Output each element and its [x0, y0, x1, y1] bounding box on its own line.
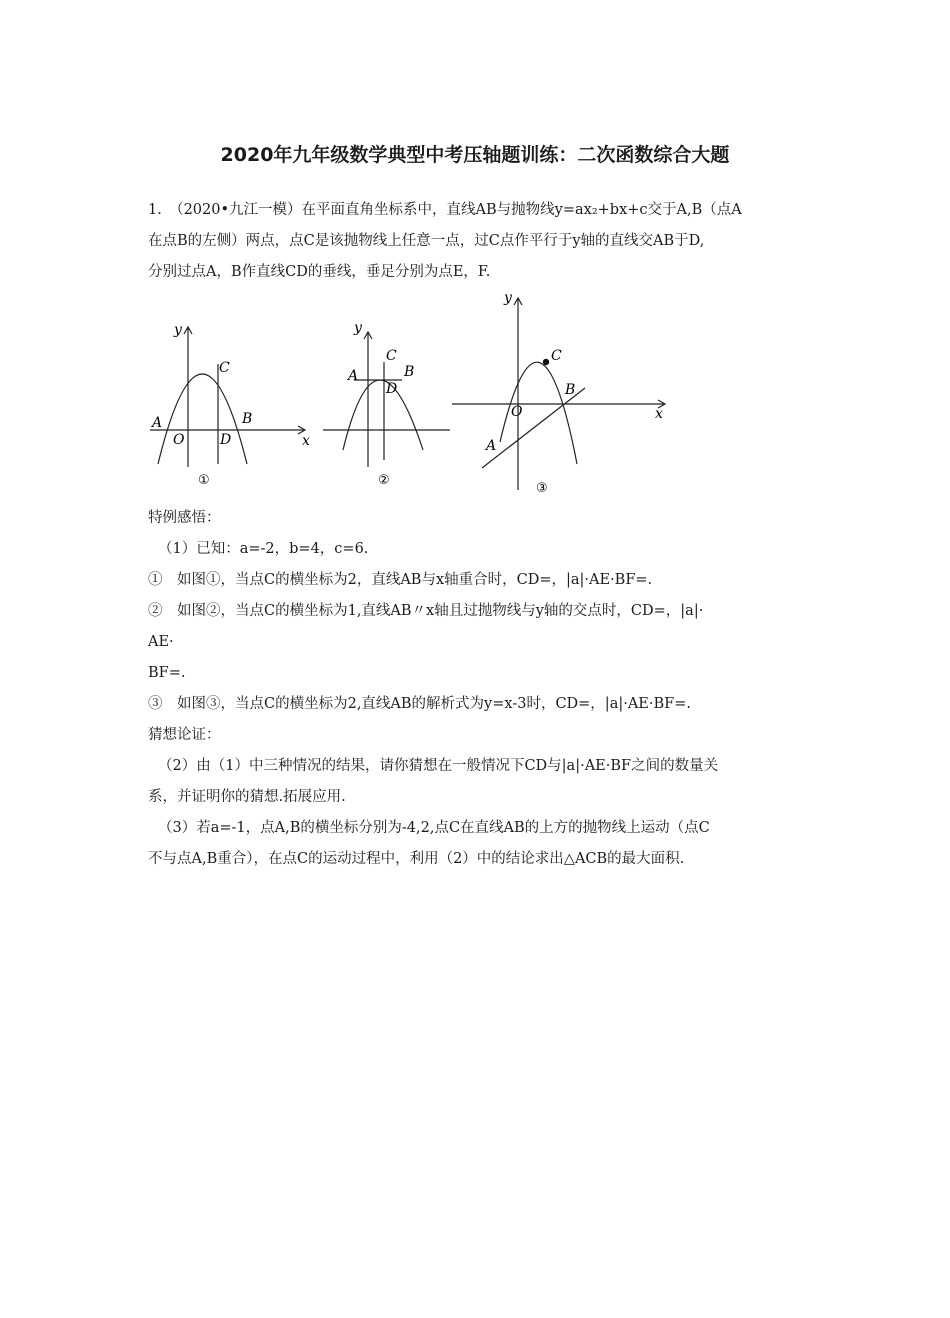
question-2-line-1: （2）由（1）中三种情况的结果，请你猜想在一般情况下CD与|a|·AE·BF之间的数量关 [158, 758, 719, 774]
fig2-label-c: C [386, 348, 397, 364]
fig1-label-c: C [219, 360, 230, 376]
fig3-label-x: x [655, 406, 663, 422]
figures-group [140, 292, 680, 502]
problem-line-3: 分别过点A，B作直线CD的垂线，垂足分别为点E，F. [148, 264, 491, 280]
fig1-label-a: A [152, 415, 163, 431]
problem-line-2: 在点B的左侧）两点，点C是该抛物线上任意一点，过C点作平行于y轴的直线交AB于D, [148, 233, 705, 249]
fig3-label-o: O [511, 404, 523, 420]
fig3-point-c [543, 359, 549, 365]
fig2-label-d: D [386, 381, 398, 397]
question-1-c: ③ 如图③，当点C的横坐标为2,直线AB的解析式为y=x-3时，CD=，|a|·AE·BF=. [148, 696, 691, 712]
fig2-parabola [343, 380, 423, 450]
question-1-b: ② 如图②，当点C的横坐标为1,直线AB〃x轴且过抛物线与y轴的交点时，CD=，|a|· [148, 603, 704, 619]
question-1-b-cont-1: AE· [148, 634, 174, 650]
fig3-label-a: A [486, 438, 497, 454]
fig3-label-y: y [504, 292, 512, 306]
fig2-label-a: A [348, 368, 359, 384]
fig3-label-b: B [565, 382, 576, 398]
question-1-a: ① 如图①，当点C的横坐标为2，直线AB与x轴重合时，CD=，|a|·AE·BF=. [148, 572, 653, 588]
question-3-line-1: （3）若a=-1，点A,B的横坐标分别为-4,2,点C在直线AB的上方的抛物线上运动（点C [158, 820, 710, 836]
fig1-parabola [158, 374, 247, 464]
fig1-label-d: D [220, 432, 232, 448]
guess-heading: 猜想论证： [148, 727, 221, 743]
problem-statement [148, 195, 808, 288]
fig1-label-o: O [173, 432, 185, 448]
question-1: （1）已知：a=-2，b=4，c=6. [158, 541, 369, 557]
figure-3 [452, 298, 665, 490]
fig3-label-c: C [551, 348, 562, 364]
fig1-number: ① [198, 473, 210, 488]
fig1-label-x: x [302, 433, 310, 449]
fig1-label-y: y [174, 322, 182, 338]
fig3-number: ③ [536, 481, 548, 496]
fig2-label-b: B [404, 364, 415, 380]
question-2-line-2: 系，并证明你的猜想.拓展应用. [148, 789, 346, 805]
question-body [148, 503, 808, 875]
page-title: 2020年九年级数学典型中考压轴题训练：二次函数综合大题 [220, 144, 730, 166]
fig1-label-b: B [242, 411, 253, 427]
fig2-label-y: y [354, 320, 362, 336]
question-3-line-2: 不与点A,B重合），在点C的运动过程中，利用（2）中的结论求出△ACB的最大面积. [148, 851, 685, 867]
problem-line-1: 1. （2020•九江一模）在平面直角坐标系中，直线AB与抛物线y=ax₂+bx+c交于A,B（点A [148, 202, 742, 218]
special-heading: 特例感悟： [148, 510, 221, 526]
fig2-number: ② [378, 473, 390, 488]
figures-svg [140, 292, 680, 502]
question-1-b-cont-2: BF=. [148, 665, 186, 681]
